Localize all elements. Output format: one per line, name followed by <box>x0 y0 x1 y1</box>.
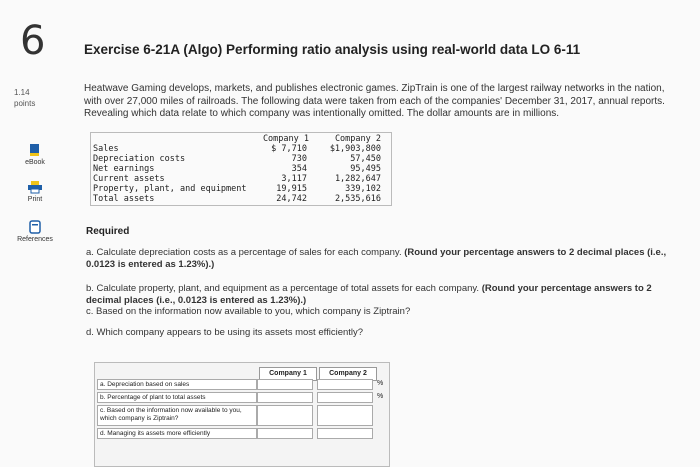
row-label: Sales <box>93 144 119 154</box>
row-label: Property, plant, and equipment <box>93 184 247 194</box>
row-label: Depreciation costs <box>93 154 186 164</box>
requirement-a-instruction: (Round your percentage answers to 2 decimal places (i.e., 0.0123 is entered as 1.23%).) <box>86 247 667 270</box>
row-letter: b. <box>100 394 106 401</box>
answer-header-company-2: Company 2 <box>319 367 377 381</box>
row-label: Total assets <box>93 194 155 204</box>
answer-table <box>94 362 390 467</box>
requirement-b-instruction: (Round your percentage answers to 2 decimal places (i.e., 0.0123 is entered as 1.23%).) <box>86 283 652 306</box>
print-link[interactable] <box>10 180 60 203</box>
row-label: Based on the information now available to you, which company is Ziptrain? <box>100 407 242 422</box>
cell-c2: 57,450 <box>350 154 381 164</box>
answer-b-company-1-input[interactable] <box>257 392 313 403</box>
cell-c1: 3,117 <box>281 174 307 184</box>
row-label: Depreciation based on sales <box>107 381 190 388</box>
percent-sign: % <box>377 393 384 400</box>
answer-row-a <box>97 379 257 390</box>
cell-c2: 1,282,647 <box>334 174 381 184</box>
answer-d-company-2-select[interactable] <box>317 428 373 439</box>
references-icon <box>28 220 42 234</box>
requirement-b-text: b. Calculate property, plant, and equipment as a percentage of total assets for each company. <box>86 283 482 294</box>
row-letter: a. <box>100 381 106 388</box>
requirement-a-text: a. Calculate depreciation costs as a percentage of sales for each company. <box>86 247 405 258</box>
ebook-link[interactable] <box>10 143 60 166</box>
row-letter: d. <box>100 430 106 437</box>
cell-c2: 2,535,616 <box>334 194 381 204</box>
print-label: Print <box>27 196 43 203</box>
cell-c2: 95,495 <box>350 164 381 174</box>
exercise-title: Exercise 6-21A (Algo) Performing ratio analysis using real-world data LO 6-11 <box>84 42 581 57</box>
ebook-label: eBook <box>25 159 45 166</box>
answer-row-b <box>97 392 257 403</box>
answer-d-company-1-select[interactable] <box>257 428 313 439</box>
answer-a-company-2-input[interactable] <box>317 379 373 390</box>
cell-c1: 730 <box>291 154 307 164</box>
cell-c1: 24,742 <box>276 194 307 204</box>
requirement-d: d. Which company appears to be using its assets most efficiently? <box>86 327 364 338</box>
requirement-c: c. Based on the information now available to you, which company is Ziptrain? <box>86 306 411 317</box>
answer-b-company-2-input[interactable] <box>317 392 373 403</box>
cell-c2: $1,903,800 <box>329 144 381 154</box>
answer-a-company-1-input[interactable] <box>257 379 313 390</box>
book-icon <box>28 143 42 157</box>
requirement-b <box>86 283 686 307</box>
requirement-a <box>86 247 686 271</box>
answer-c-company-1-select[interactable] <box>257 405 313 426</box>
row-label: Percentage of plant to total assets <box>107 394 206 401</box>
header-company-2: Company 2 <box>334 134 381 144</box>
references-label: References <box>17 236 53 243</box>
row-letter: c. <box>100 407 106 414</box>
points-info <box>14 87 35 109</box>
answer-c-company-2-select[interactable] <box>317 405 373 426</box>
points-value: 1.14 <box>14 88 30 97</box>
row-label: Managing its assets more efficiently <box>107 430 211 437</box>
required-heading: Required <box>86 226 130 237</box>
answer-row-d <box>97 428 257 439</box>
points-label: points <box>14 99 36 108</box>
row-label: Net earnings <box>93 164 155 174</box>
cell-c1: 19,915 <box>276 184 307 194</box>
cell-c1: $ 7,710 <box>271 144 307 154</box>
row-label: Current assets <box>93 174 165 184</box>
answer-row-c <box>97 405 257 426</box>
intro-text: Heatwave Gaming develops, markets, and publishes electronic games. ZipTrain is one of the largest railway networks in the nation, with over 27,000 miles of railroads. The following data were taken from each of the companies' December 31, 2017, annual reports. Revealing which data relate to which company was intentionally omitted. The dollar amounts are in millions. <box>84 83 665 119</box>
header-company-1: Company 1 <box>262 134 309 144</box>
cell-c2: 339,102 <box>345 184 381 194</box>
printer-icon <box>27 180 43 194</box>
company-data-table <box>90 132 392 206</box>
cell-c1: 354 <box>291 164 307 174</box>
references-link[interactable] <box>10 220 60 243</box>
percent-sign: % <box>377 380 384 387</box>
left-sidebar <box>0 0 68 465</box>
answer-header-company-1: Company 1 <box>259 367 317 381</box>
question-number: 6 <box>20 18 46 64</box>
